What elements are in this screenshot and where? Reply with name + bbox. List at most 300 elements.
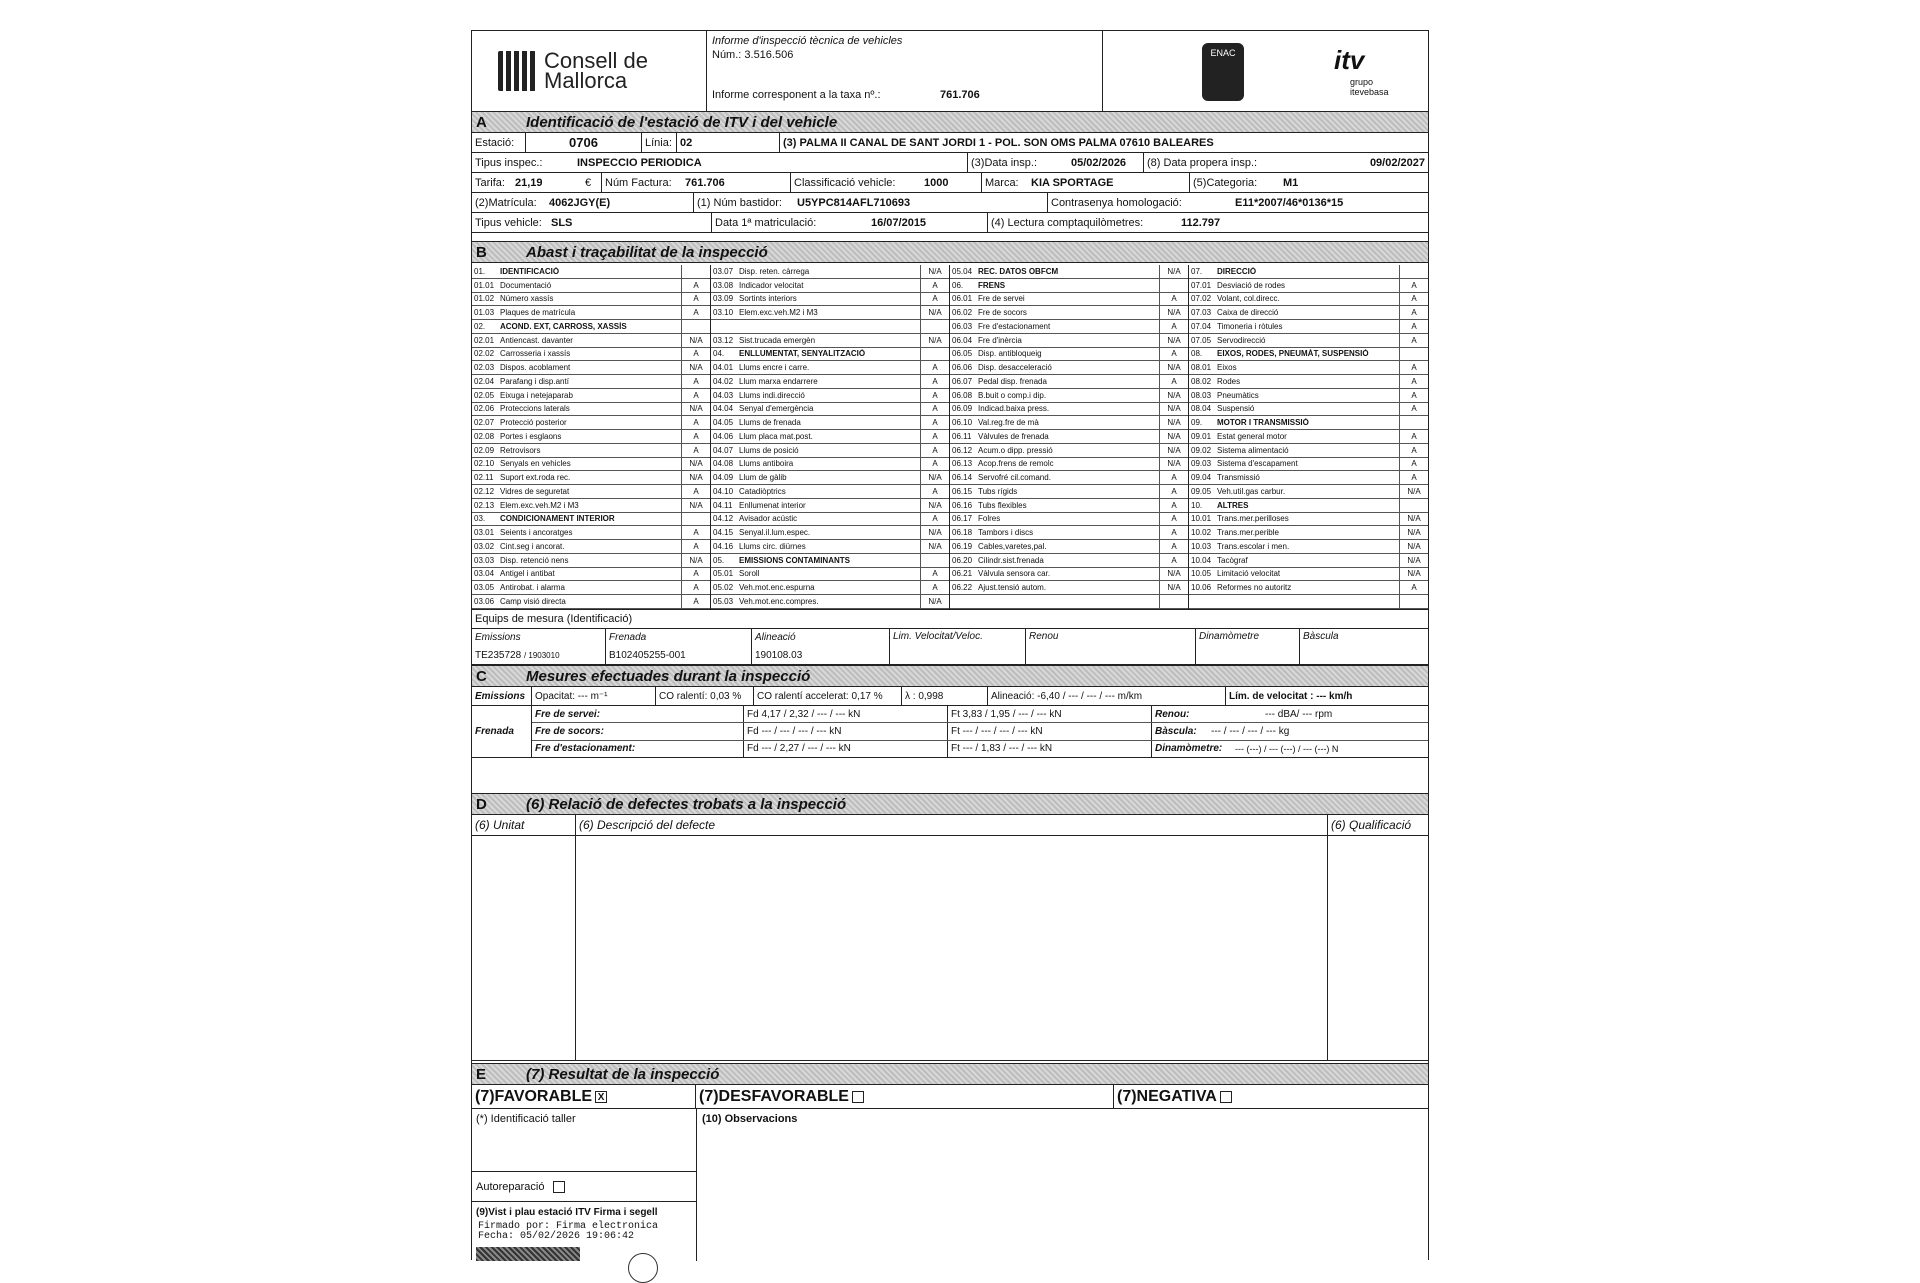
- checklist-item: [1189, 361, 1428, 375]
- tipus-vehicle-label: Tipus vehicle:: [475, 216, 542, 229]
- item-result: A: [1159, 293, 1188, 306]
- item-result: [681, 320, 710, 333]
- checklist-item: [472, 485, 710, 499]
- lambda-value: λ : 0,998: [902, 687, 988, 705]
- item-result: A: [1399, 458, 1428, 471]
- item-result: N/A: [1159, 416, 1188, 429]
- item-label: REC. DATOS OBFCM: [978, 266, 1059, 276]
- checklist-item: [950, 526, 1188, 540]
- item-label: Eixos: [1217, 363, 1237, 373]
- section-e-header: [472, 1063, 1428, 1085]
- item-result: [1399, 499, 1428, 512]
- item-label: Servodirecció: [1217, 335, 1266, 345]
- item-label: Retrovisors: [500, 445, 541, 455]
- item-code: 03.02: [474, 541, 495, 551]
- checklist-item: [711, 293, 949, 307]
- item-result: [681, 265, 710, 278]
- item-code: 10.04: [1191, 555, 1212, 565]
- linia-value: 02: [677, 133, 780, 152]
- marca-label: Marca:: [985, 176, 1019, 189]
- item-code: 03.: [474, 514, 486, 524]
- item-label: Llums de posició: [739, 445, 799, 455]
- item-code: 02.03: [474, 363, 495, 373]
- item-label: Suport ext.roda rec.: [500, 473, 571, 483]
- header-report-info: [706, 31, 1103, 111]
- item-code: 04.16: [713, 541, 734, 551]
- item-result: A: [681, 526, 710, 539]
- item-code: 07.01: [1191, 280, 1212, 290]
- item-result: N/A: [920, 334, 949, 347]
- checklist-item: [711, 540, 949, 554]
- item-result: A: [1159, 348, 1188, 361]
- item-label: Documentació: [500, 280, 552, 290]
- item-label: Reformes no autoritz: [1217, 583, 1292, 593]
- checklist-item: [472, 554, 710, 568]
- item-label: Seients i ancoratges: [500, 528, 573, 538]
- equip-emissions-id2: / 1903010: [523, 650, 560, 660]
- item-code: 06.12: [952, 445, 973, 455]
- item-result: A: [1399, 403, 1428, 416]
- item-label: Llum de gàlib: [739, 473, 787, 483]
- item-label: Suspensió: [1217, 404, 1255, 414]
- equips-title: Equips de mesura (Identificació): [475, 613, 633, 625]
- item-result: N/A: [1159, 568, 1188, 581]
- item-code: 06.17: [952, 514, 973, 524]
- defectes-descripcio-header: (6) Descripció del defecte: [576, 815, 1328, 835]
- checklist-item: [950, 581, 1188, 595]
- item-code: 03.01: [474, 528, 495, 538]
- enac-logo: ENAC: [1202, 43, 1244, 101]
- item-result: A: [920, 375, 949, 388]
- item-result: [920, 348, 949, 361]
- tipus-vehicle-row: [472, 213, 1428, 233]
- checklist-item: [1189, 581, 1428, 595]
- item-code: 02.12: [474, 486, 495, 496]
- item-label: Trans.mer.perilloses: [1217, 514, 1289, 524]
- item-code: 02.07: [474, 418, 495, 428]
- checklist-item: [950, 320, 1188, 334]
- checklist-item: [711, 416, 949, 430]
- checklist-item: [711, 279, 949, 293]
- item-result: A: [681, 389, 710, 402]
- item-code: 04.03: [713, 390, 734, 400]
- equip-emissions: Emissions TE235728 / 1903010: [472, 628, 606, 664]
- checklist-item: [950, 540, 1188, 554]
- checklist-item: [472, 306, 710, 320]
- defectes-descripcio-col: [576, 836, 1328, 1060]
- seal-stamp-icon: [628, 1253, 658, 1283]
- item-label: CONDICIONAMENT INTERIOR: [500, 514, 615, 524]
- item-result: A: [1399, 581, 1428, 594]
- item-label: Timoneria i ròtules: [1217, 321, 1283, 331]
- item-code: 09.02: [1191, 445, 1212, 455]
- checklist-item: [711, 526, 949, 540]
- checklist-item: [1189, 526, 1428, 540]
- item-result: A: [1159, 513, 1188, 526]
- item-result: A: [1399, 375, 1428, 388]
- tarifa-label: Tarifa:: [475, 176, 505, 189]
- dinamometre-value: --- (---) / --- (---) / --- (---) N: [1235, 743, 1339, 754]
- item-result: A: [920, 568, 949, 581]
- item-result: N/A: [920, 471, 949, 484]
- firmado-por: Firmado por: Firma electronica: [478, 1221, 659, 1232]
- item-code: 06.15: [952, 486, 973, 496]
- item-code: 01.02: [474, 294, 495, 304]
- fre-estac-fd: Fd --- / 2,27 / --- / --- kN: [744, 741, 948, 757]
- item-code: 07.02: [1191, 294, 1212, 304]
- item-label: Antigel i antibat: [500, 569, 555, 579]
- item-result: A: [920, 279, 949, 292]
- item-code: 06.10: [952, 418, 973, 428]
- resultat-row: [472, 1085, 1428, 1109]
- checklist-item: [1189, 458, 1428, 472]
- item-result: N/A: [681, 554, 710, 567]
- checklist-item: [472, 581, 710, 595]
- item-result: A: [920, 581, 949, 594]
- item-code: 02.09: [474, 445, 495, 455]
- item-result: A: [1399, 361, 1428, 374]
- checklist-item: [472, 279, 710, 293]
- inspection-report: [471, 30, 1429, 1260]
- checklist-item: [950, 554, 1188, 568]
- item-result: A: [681, 375, 710, 388]
- categoria-value: M1: [1283, 176, 1299, 189]
- item-label: Cilindr.sist.frenada: [978, 555, 1044, 565]
- item-code: 03.07: [713, 266, 734, 276]
- item-label: Fre d'inèrcia: [978, 335, 1022, 345]
- item-label: Camp visió directa: [500, 596, 566, 606]
- desfavorable-checkbox: [852, 1091, 864, 1103]
- item-label: Senyals en vehicles: [500, 459, 571, 469]
- item-result: N/A: [920, 595, 949, 608]
- item-result: N/A: [1399, 540, 1428, 553]
- item-result: A: [681, 568, 710, 581]
- item-label: Portes i esglaons: [500, 431, 562, 441]
- item-code: 05.: [713, 555, 725, 565]
- item-code: 05.02: [713, 583, 734, 593]
- item-code: 06.07: [952, 376, 973, 386]
- checklist-item: [711, 389, 949, 403]
- data-propera-value: 09/02/2027: [1369, 156, 1425, 169]
- item-code: 06.03: [952, 321, 973, 331]
- item-label: Disp. reten. càrrega: [739, 266, 810, 276]
- item-result: N/A: [681, 403, 710, 416]
- item-result: [1399, 595, 1428, 608]
- item-label: Disp. retenció nens: [500, 555, 569, 565]
- alineacio-value: Alineació: -6,40 / --- / --- / --- m/km: [988, 687, 1226, 705]
- item-result: A: [920, 485, 949, 498]
- item-code: 06.01: [952, 294, 973, 304]
- matricula-label: (2)Matrícula:: [475, 196, 537, 209]
- item-label: Antirobat. i alarma: [500, 583, 565, 593]
- station-row: [472, 133, 1428, 153]
- favorable-checkbox: X: [595, 1091, 607, 1103]
- item-result: A: [1159, 540, 1188, 553]
- checklist-item: [711, 554, 949, 568]
- checklist-item: [1189, 499, 1428, 513]
- item-label: EIXOS, RODES, PNEUMÀT, SUSPENSIÓ: [1217, 349, 1369, 359]
- defectes-qualificacio-col: [1328, 836, 1428, 1060]
- item-result: [1399, 416, 1428, 429]
- checklist-item: [472, 389, 710, 403]
- checklist-item: [1189, 403, 1428, 417]
- item-label: Val.reg.fre de mà: [978, 418, 1039, 428]
- item-result: A: [681, 430, 710, 443]
- item-label: Estat general motor: [1217, 431, 1287, 441]
- inspection-checklist: [472, 265, 1428, 609]
- item-result: N/A: [920, 499, 949, 512]
- checklist-item: [950, 416, 1188, 430]
- item-label: Disp. antibloqueig: [978, 349, 1042, 359]
- checklist-item: [950, 568, 1188, 582]
- item-result: [1399, 348, 1428, 361]
- item-result: N/A: [1399, 526, 1428, 539]
- item-label: Llums indi.direcció: [739, 390, 805, 400]
- item-result: N/A: [1399, 485, 1428, 498]
- item-code: 04.05: [713, 418, 734, 428]
- tarifa-value: 21,19: [515, 176, 543, 189]
- marca-value: KIA SPORTAGE: [1028, 173, 1190, 192]
- item-code: 06.: [952, 280, 964, 290]
- item-result: A: [681, 293, 710, 306]
- item-label: Acum.o dipp. pressió: [978, 445, 1053, 455]
- checklist-item: [950, 403, 1188, 417]
- checklist-item: [1189, 348, 1428, 362]
- checklist-column: [950, 265, 1189, 609]
- section-a-title: Identificació de l'estació de ITV i del vehicle: [526, 113, 838, 131]
- item-code: 03.04: [474, 569, 495, 579]
- item-result: N/A: [1159, 361, 1188, 374]
- checklist-item: [1189, 279, 1428, 293]
- item-result: A: [681, 416, 710, 429]
- equip-bascula: Bàscula: [1303, 631, 1339, 642]
- item-label: Indicad.baixa press.: [978, 404, 1050, 414]
- fre-socors-fd: Fd --- / --- / --- / --- kN: [744, 723, 948, 739]
- item-result: A: [1159, 320, 1188, 333]
- equips-title-row: [472, 609, 1428, 629]
- item-code: 06.08: [952, 390, 973, 400]
- checklist-item: [472, 471, 710, 485]
- checklist-item: [711, 265, 949, 279]
- checklist-item: [711, 444, 949, 458]
- factura-label: Núm Factura:: [605, 176, 672, 189]
- item-label: Parafang i disp.antí: [500, 376, 569, 386]
- item-code: 10.01: [1191, 514, 1212, 524]
- checklist-item: [472, 416, 710, 430]
- item-code: 05.03: [713, 596, 734, 606]
- checklist-item: [472, 526, 710, 540]
- item-label: Indicador velocitat: [739, 280, 804, 290]
- fre-servei-row: Fre de servei: Fd 4,17 / 2,32 / --- / --- kN Ft 3,83 / 1,95 / --- / --- kN Renou: --- dBA/ --- rpm: [532, 706, 1428, 723]
- station-address: (3) PALMA II CANAL DE SANT JORDI 1 - POL. SON OMS PALMA 07610 BALEARES: [783, 136, 1214, 149]
- firma-fecha: Fecha: 05/02/2026 19:06:42: [478, 1231, 635, 1242]
- section-b-title: Abast i traçabilitat de la inspecció: [526, 243, 768, 261]
- item-label: Fre de socors: [978, 308, 1027, 318]
- item-code: 03.03: [474, 555, 495, 565]
- item-label: Veh.mot.enc.espurna: [739, 583, 815, 593]
- checklist-item: [950, 375, 1188, 389]
- tarifa-row: [472, 173, 1428, 193]
- item-code: 02.13: [474, 500, 495, 510]
- item-result: A: [681, 348, 710, 361]
- section-c-title: Mesures efectuades durant la inspecció: [526, 667, 811, 685]
- lim-velocitat-value: Lím. de velocitat : --- km/h: [1229, 690, 1353, 702]
- checklist-item: [950, 499, 1188, 513]
- item-code: 05.04: [952, 266, 973, 276]
- classif-value: 1000: [921, 173, 982, 192]
- bastidor-value: U5YPC814AFL710693: [794, 193, 1048, 212]
- item-result: N/A: [920, 265, 949, 278]
- result-desfavorable: (7)DESFAVORABLE: [696, 1085, 1114, 1108]
- header-logo-cell: [472, 31, 707, 111]
- item-code: 04.07: [713, 445, 734, 455]
- checklist-item: [1189, 265, 1428, 279]
- item-label: Vàlvules de frenada: [978, 431, 1049, 441]
- emissions-measure-row: [472, 687, 1428, 706]
- km-value: 112.797: [1181, 216, 1221, 229]
- item-code: 09.04: [1191, 473, 1212, 483]
- item-label: Desviació de rodes: [1217, 280, 1286, 290]
- item-result: N/A: [1399, 513, 1428, 526]
- checklist-item: [1189, 334, 1428, 348]
- item-label: Volant, col.direcc.: [1217, 294, 1280, 304]
- checklist-item: [711, 403, 949, 417]
- section-e-letter: E: [476, 1065, 487, 1083]
- item-result: N/A: [1159, 403, 1188, 416]
- item-result: N/A: [681, 499, 710, 512]
- item-code: 03.05: [474, 583, 495, 593]
- item-label: Tambors i discs: [978, 528, 1034, 538]
- vist-i-plau: (9)Vist i plau estació ITV Firma i segell: [476, 1207, 658, 1218]
- section-a-header: [472, 111, 1428, 133]
- checklist-item: [1189, 389, 1428, 403]
- item-result: N/A: [1159, 430, 1188, 443]
- item-label: Sistema d'escapament: [1217, 459, 1298, 469]
- item-label: Pedal disp. frenada: [978, 376, 1047, 386]
- item-result: A: [1399, 293, 1428, 306]
- data-insp-value: 05/02/2026: [1068, 153, 1144, 172]
- checklist-item: [1189, 540, 1428, 554]
- item-code: 06.18: [952, 528, 973, 538]
- item-code: 07.03: [1191, 308, 1212, 318]
- checklist-item: [1189, 293, 1428, 307]
- item-code: 10.02: [1191, 528, 1212, 538]
- item-result: A: [920, 444, 949, 457]
- item-label: Trans.escolar i men.: [1217, 541, 1290, 551]
- matricula-row: [472, 193, 1428, 213]
- checklist-item: [711, 595, 949, 609]
- item-result: A: [1399, 389, 1428, 402]
- checklist-item: [472, 403, 710, 417]
- item-label: Folres: [978, 514, 1001, 524]
- item-label: Llums de frenada: [739, 418, 801, 428]
- item-label: Fre de servei: [978, 294, 1025, 304]
- consell-logo: [498, 48, 648, 93]
- item-result: [681, 513, 710, 526]
- item-label: ENLLUMENTAT, SENYALITZACIÓ: [739, 349, 866, 359]
- item-result: N/A: [1159, 458, 1188, 471]
- item-code: 04.02: [713, 376, 734, 386]
- item-label: Fre d'estacionament: [978, 321, 1051, 331]
- item-label: Sist.trucada emergèn: [739, 335, 816, 345]
- item-result: N/A: [1159, 306, 1188, 319]
- estacio-label: Estació:: [472, 133, 526, 152]
- item-code: 09.01: [1191, 431, 1212, 441]
- checklist-item: [711, 320, 949, 334]
- item-label: FRENS: [978, 280, 1006, 290]
- item-code: 06.02: [952, 308, 973, 318]
- signature-image: [476, 1247, 580, 1261]
- tipus-label: Tipus inspec.:: [475, 156, 543, 169]
- item-result: A: [1399, 444, 1428, 457]
- item-result: [1159, 279, 1188, 292]
- item-label: Acop.frens de remolc: [978, 459, 1054, 469]
- item-code: 07.04: [1191, 321, 1212, 331]
- item-label: EMISSIONS CONTAMINANTS: [739, 555, 850, 565]
- item-result: N/A: [1159, 389, 1188, 402]
- item-result: N/A: [920, 306, 949, 319]
- item-result: A: [681, 581, 710, 594]
- item-code: 09.05: [1191, 486, 1212, 496]
- autoreparacio: Autoreparació: [476, 1181, 565, 1193]
- item-label: Pneumàtics: [1217, 390, 1259, 400]
- checklist-item: [711, 348, 949, 362]
- item-code: 07.: [1191, 266, 1203, 276]
- section-d-header: [472, 793, 1428, 815]
- bastidor-label: (1) Núm bastidor:: [697, 196, 782, 209]
- item-result: N/A: [681, 334, 710, 347]
- linia-label: Línia:: [642, 133, 677, 152]
- checklist-item: [950, 595, 1188, 609]
- item-result: A: [681, 444, 710, 457]
- co-accel-value: CO ralentí accelerat: 0,17 %: [754, 687, 902, 705]
- item-result: [1399, 265, 1428, 278]
- item-label: Elem.exc.veh.M2 i M3: [739, 308, 818, 318]
- item-code: 08.: [1191, 349, 1203, 359]
- factura-value: 761.706: [682, 173, 791, 192]
- item-result: N/A: [1399, 568, 1428, 581]
- defectes-header-row: [472, 815, 1428, 836]
- item-label: IDENTIFICACIÓ: [500, 266, 560, 276]
- defectes-qualificacio-header: (6) Qualificació: [1331, 818, 1412, 832]
- item-result: N/A: [681, 471, 710, 484]
- checklist-item: [950, 348, 1188, 362]
- fre-estacionament-row: Fre d'estacionament: Fd --- / 2,27 / --- / --- kN Ft --- / 1,83 / --- / --- kN Dinamòmetre: --- (---) / --- (---) / --- (---) N: [532, 741, 1428, 757]
- item-code: 08.02: [1191, 376, 1212, 386]
- item-code: 06.21: [952, 569, 973, 579]
- item-result: A: [920, 513, 949, 526]
- estacio-value: 0706: [526, 133, 642, 152]
- report-number: Núm.: 3.516.506: [712, 49, 794, 61]
- item-result: N/A: [1159, 334, 1188, 347]
- equip-renou: Renou: [1026, 628, 1196, 664]
- checklist-item: [472, 513, 710, 527]
- item-label: DIRECCIÓ: [1217, 266, 1257, 276]
- item-result: A: [1399, 320, 1428, 333]
- item-code: 06.19: [952, 541, 973, 551]
- item-result: A: [681, 306, 710, 319]
- item-code: 02.11: [474, 473, 494, 483]
- item-code: 04.08: [713, 459, 734, 469]
- item-label: Senyal d'emergència: [739, 404, 814, 414]
- item-label: Proteccions laterals: [500, 404, 570, 414]
- tipus-value: INSPECCIO PERIODICA: [574, 153, 968, 172]
- checklist-item: [472, 348, 710, 362]
- tarifa-currency: €: [582, 173, 602, 192]
- checklist-item: [472, 320, 710, 334]
- section-b-header: [472, 241, 1428, 263]
- result-negativa: (7)NEGATIVA: [1114, 1085, 1428, 1108]
